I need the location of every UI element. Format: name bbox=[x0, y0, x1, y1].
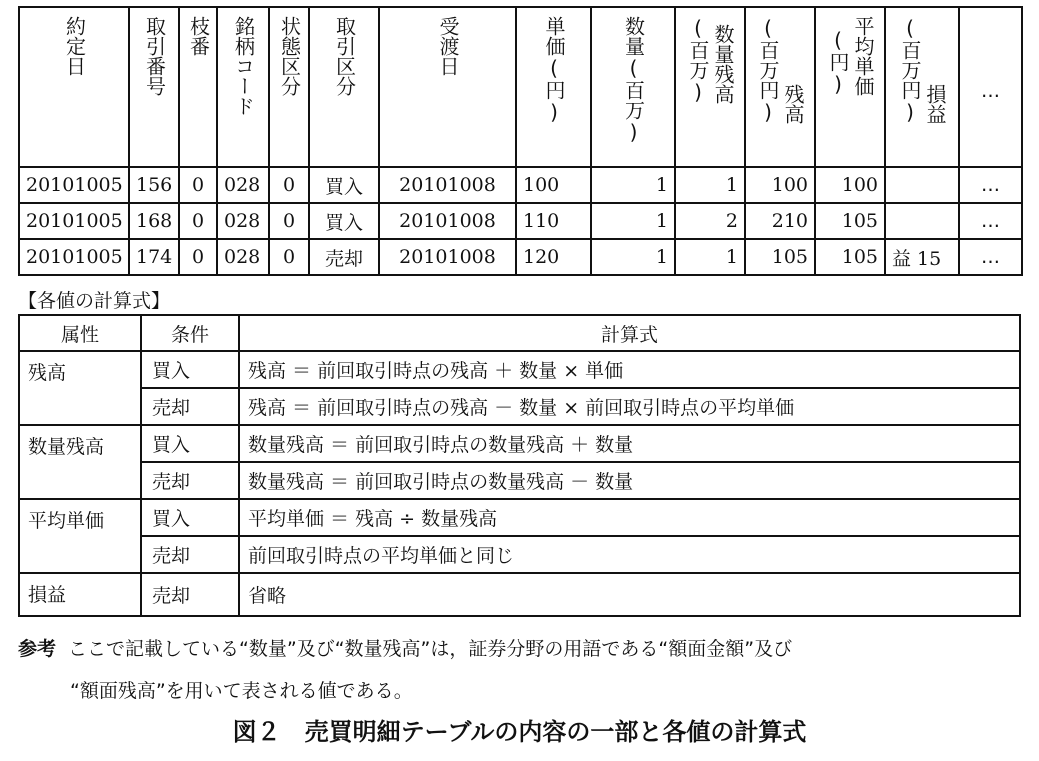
condition-cell: 買入 bbox=[141, 425, 239, 462]
formula-cell: 省略 bbox=[239, 573, 1020, 616]
cell-settlement-date: 20101008 bbox=[379, 167, 516, 203]
cell-security-code: 028 bbox=[217, 203, 269, 239]
table-header-row bbox=[19, 7, 1022, 167]
cell-trade-number: 168 bbox=[129, 203, 179, 239]
cell-average-price: 105 bbox=[815, 203, 885, 239]
condition-cell: 売却 bbox=[141, 573, 239, 616]
formula-row bbox=[19, 425, 1020, 462]
header-quantity-balance: (百万)数量残高 bbox=[675, 7, 745, 167]
reference-line-2: “額面残高”を用いて表される値である。 bbox=[70, 680, 413, 702]
reference-note bbox=[18, 628, 1028, 712]
cell-quantity-balance: 1 bbox=[675, 239, 745, 275]
attribute-profit-loss: 損益 bbox=[19, 573, 141, 616]
formula-row bbox=[19, 388, 1020, 425]
header-attribute: 属性 bbox=[19, 315, 141, 351]
cell-quantity: 1 bbox=[591, 203, 675, 239]
header-branch-number: 枝番 bbox=[179, 7, 217, 167]
cell-quantity: 1 bbox=[591, 239, 675, 275]
formula-table bbox=[18, 314, 1021, 617]
formula-cell: 平均単価 ＝ 残高 ÷ 数量残高 bbox=[239, 499, 1020, 536]
condition-cell: 買入 bbox=[141, 351, 239, 388]
formula-row bbox=[19, 536, 1020, 573]
cell-unit-price: 100 bbox=[516, 167, 591, 203]
header-average-price: (円)平均単価 bbox=[815, 7, 885, 167]
header-balance: (百万円)残高 bbox=[745, 7, 815, 167]
header-condition: 条件 bbox=[141, 315, 239, 351]
figure-caption: 図２ 売買明細テーブルの内容の一部と各値の計算式 bbox=[232, 718, 807, 746]
attribute-average-price: 平均単価 bbox=[19, 499, 141, 573]
formula-row bbox=[19, 462, 1020, 499]
attribute-quantity-balance: 数量残高 bbox=[19, 425, 141, 499]
header-formula: 計算式 bbox=[239, 315, 1020, 351]
cell-trade-type: 買入 bbox=[309, 203, 379, 239]
cell-status-type: 0 bbox=[269, 239, 309, 275]
condition-cell: 売却 bbox=[141, 536, 239, 573]
header-security-code: 銘柄コード bbox=[217, 7, 269, 167]
cell-profit-loss bbox=[885, 167, 959, 203]
cell-trade-type: 売却 bbox=[309, 239, 379, 275]
cell-profit-loss bbox=[885, 203, 959, 239]
formula-cell: 前回取引時点の平均単価と同じ bbox=[239, 536, 1020, 573]
cell-quantity-balance: 2 bbox=[675, 203, 745, 239]
cell-balance: 105 bbox=[745, 239, 815, 275]
header-quantity: 数量(百万) bbox=[591, 7, 675, 167]
table-row bbox=[19, 239, 1022, 275]
formula-cell: 数量残高 ＝ 前回取引時点の数量残高 － 数量 bbox=[239, 462, 1020, 499]
cell-trade-date: 20101005 bbox=[19, 203, 129, 239]
cell-settlement-date: 20101008 bbox=[379, 203, 516, 239]
cell-trade-type: 買入 bbox=[309, 167, 379, 203]
header-more: … bbox=[959, 7, 1022, 167]
cell-branch-number: 0 bbox=[179, 239, 217, 275]
cell-security-code: 028 bbox=[217, 239, 269, 275]
cell-quantity-balance: 1 bbox=[675, 167, 745, 203]
cell-status-type: 0 bbox=[269, 167, 309, 203]
cell-trade-date: 20101005 bbox=[19, 167, 129, 203]
cell-more: … bbox=[959, 167, 1022, 203]
cell-branch-number: 0 bbox=[179, 167, 217, 203]
cell-profit-loss: 益 15 bbox=[885, 239, 959, 275]
formula-section-label: 【各値の計算式】 bbox=[18, 290, 171, 312]
trade-detail-table bbox=[18, 6, 1023, 276]
cell-balance: 100 bbox=[745, 167, 815, 203]
cell-branch-number: 0 bbox=[179, 203, 217, 239]
cell-trade-number: 174 bbox=[129, 239, 179, 275]
header-trade-number: 取引番号 bbox=[129, 7, 179, 167]
cell-more: … bbox=[959, 239, 1022, 275]
table-row bbox=[19, 167, 1022, 203]
formula-cell: 残高 ＝ 前回取引時点の残高 ＋ 数量 × 単価 bbox=[239, 351, 1020, 388]
condition-cell: 売却 bbox=[141, 462, 239, 499]
condition-cell: 売却 bbox=[141, 388, 239, 425]
header-profit-loss: (百万円)損益 bbox=[885, 7, 959, 167]
header-trade-type: 取引区分 bbox=[309, 7, 379, 167]
attribute-balance: 残高 bbox=[19, 351, 141, 425]
formula-row bbox=[19, 351, 1020, 388]
formula-row bbox=[19, 499, 1020, 536]
formula-header-row bbox=[19, 315, 1020, 351]
cell-average-price: 105 bbox=[815, 239, 885, 275]
header-status-type: 状態区分 bbox=[269, 7, 309, 167]
cell-average-price: 100 bbox=[815, 167, 885, 203]
formula-cell: 残高 ＝ 前回取引時点の残高 － 数量 × 前回取引時点の平均単価 bbox=[239, 388, 1020, 425]
reference-label: 参考 bbox=[18, 638, 57, 660]
cell-quantity: 1 bbox=[591, 167, 675, 203]
header-unit-price: 単価(円) bbox=[516, 7, 591, 167]
condition-cell: 買入 bbox=[141, 499, 239, 536]
cell-security-code: 028 bbox=[217, 167, 269, 203]
header-settlement-date: 受渡日 bbox=[379, 7, 516, 167]
reference-line-1 bbox=[18, 628, 1028, 670]
formula-cell: 数量残高 ＝ 前回取引時点の数量残高 ＋ 数量 bbox=[239, 425, 1020, 462]
cell-settlement-date: 20101008 bbox=[379, 239, 516, 275]
cell-status-type: 0 bbox=[269, 203, 309, 239]
header-trade-date: 約定日 bbox=[19, 7, 129, 167]
cell-more: … bbox=[959, 203, 1022, 239]
table-row bbox=[19, 203, 1022, 239]
cell-unit-price: 110 bbox=[516, 203, 591, 239]
reference-text-1: ここで記載している“数量”及び“数量残高”は，証券分野の用語である“額面金額”及び bbox=[68, 638, 793, 660]
cell-trade-date: 20101005 bbox=[19, 239, 129, 275]
formula-row bbox=[19, 573, 1020, 616]
cell-trade-number: 156 bbox=[129, 167, 179, 203]
cell-unit-price: 120 bbox=[516, 239, 591, 275]
cell-balance: 210 bbox=[745, 203, 815, 239]
